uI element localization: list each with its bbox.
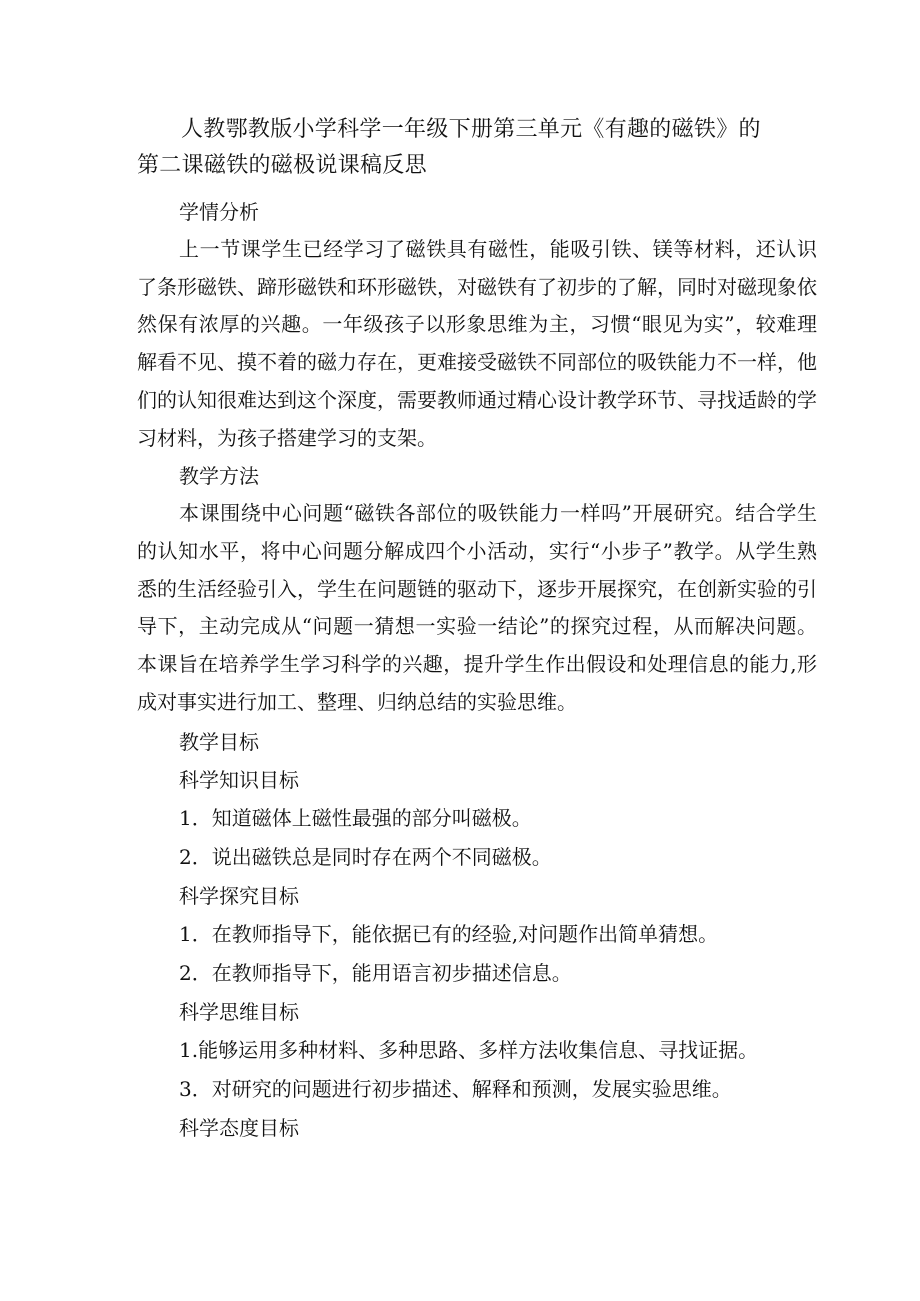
- section-heading-teaching-goals: 教学目标: [179, 730, 259, 755]
- document-title: [137, 112, 817, 184]
- thinking-goal-item: 1.能够运用多种材料、多种思路、多样方法收集信息、寻找证据。: [179, 1038, 759, 1063]
- subheading-inquiry-goals: 科学探究目标: [179, 884, 299, 909]
- subheading-thinking-goals: 科学思维目标: [179, 1000, 299, 1025]
- title-line-1: 人教鄂教版小学科学一年级下册第三单元《有趣的磁铁》的: [181, 117, 761, 142]
- title-line-2: 第二课磁铁的磁极说课稿反思: [137, 153, 427, 178]
- teaching-method-paragraph: 本课围绕中心问题“磁铁各部位的吸铁能力一样吗”开展研究。结合学生的认知水平，将中心问题分解成四个小活动，实行“小步子”教学。从学生熟悉的生活经验引入，学生在问题链的驱动下，逐步开展探究，在创新实验的引导下，主动完成从“问题一猜想一实验一结论”的探究过程，从而解决问题。本课旨在培养学生学习科学的兴趣，提升学生作出假设和处理信息的能力,形成对事实进行加工、整理、归纳总结的实验思维。: [137, 501, 817, 714]
- inquiry-goal-item: 1．在教师指导下，能依据已有的经验,对问题作出简单猜想。: [179, 922, 719, 947]
- document-body: [137, 193, 817, 1147]
- subheading-knowledge-goals: 科学知识目标: [179, 768, 299, 793]
- thinking-goal-item: 3．对研究的问题进行初步描述、解释和预测，发展实验思维。: [179, 1077, 732, 1102]
- inquiry-goal-item: 2．在教师指导下，能用语言初步描述信息。: [179, 961, 572, 986]
- learning-analysis-paragraph: 上一节课学生已经学习了磁铁具有磁性，能吸引铁、镁等材料，还认识了条形磁铁、蹄形磁铁和环形磁铁，对磁铁有了初步的了解，同时对磁现象依然保有浓厚的兴趣。一年级孩子以形象思维为主，习惯“眼见为实”，较难理解看不见、摸不着的磁力存在，更难接受磁铁不同部位的吸铁能力不一样，他们的认知很难达到这个深度，需要教师通过精心设计教学环节、寻找适龄的学习材料，为孩子搭建学习的支架。: [137, 237, 817, 450]
- knowledge-goal-item: 2．说出磁铁总是同时存在两个不同磁极。: [179, 845, 552, 870]
- section-heading-learning-analysis: 学情分析: [179, 200, 259, 224]
- knowledge-goal-item: 1．知道磁体上磁性最强的部分叫磁极。: [179, 806, 532, 831]
- section-heading-teaching-method: 教学方法: [179, 464, 259, 489]
- subheading-attitude-goals: 科学态度目标: [179, 1116, 299, 1141]
